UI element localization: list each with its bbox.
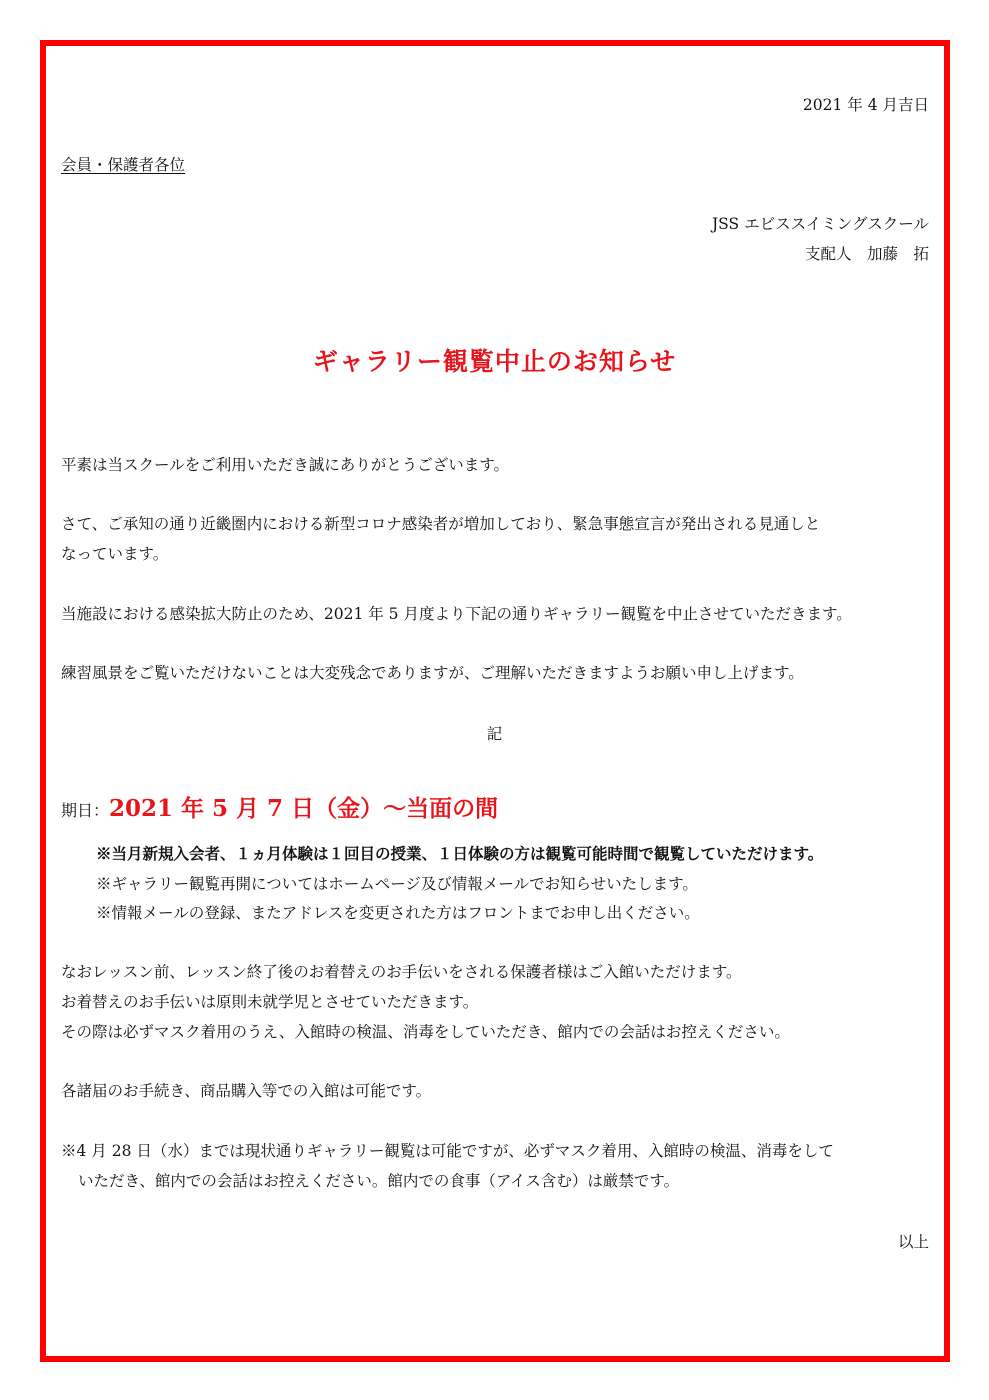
extra-mask-rules: その際は必ずマスク着用のうえ、入館時の検温、消毒をしていただき、館内での会話はお控えください。	[61, 1023, 790, 1041]
extra-until-april-line-2: いただき、館内での会話はお控えください。館内での食事（アイス含む）は厳禁です。	[78, 1172, 680, 1190]
addressee: 会員・保護者各位	[61, 156, 186, 174]
note-new-members: ※当月新規入会者、１ヵ月体験は１回目の授業、１日体験の方は観覧可能時間で観覧していただけます。	[96, 844, 824, 863]
period-value: 2021 年 5 月 7 日（金）～当面の間	[109, 795, 499, 822]
note-reopening: ※ギャラリー観覧再開についてはホームページ及び情報メールでお知らせいたします。	[96, 875, 698, 893]
ki-marker: 記	[486, 725, 503, 743]
document-date: 2021 年 4 月吉日	[802, 96, 929, 114]
sender-person: 支配人 加藤 拓	[804, 245, 929, 263]
sender-organization: JSS エビススイミングスクール	[711, 215, 929, 233]
period-label: 期日：	[61, 801, 110, 820]
greeting-paragraph: 平素は当スクールをご利用いただき誠にありがとうございます。	[61, 456, 509, 474]
extra-until-april-line-1: ※4 月 28 日（水）までは現状通りギャラリー観覧は可能ですが、必ずマスク着用、入館時の検温、消毒をして	[61, 1142, 834, 1160]
apology-paragraph: 練習風景をご覧いただけないことは大変残念でありますが、ご理解いただきますようお願い申し上げます。	[61, 664, 804, 682]
suspension-paragraph: 当施設における感染拡大防止のため、2021 年 5 月度より下記の通りギャラリー観覧を中止させていただきます。	[61, 605, 852, 623]
closing-mark: 以上	[897, 1233, 929, 1251]
period-row	[61, 794, 498, 826]
note-email-registration: ※情報メールの登録、またアドレスを変更された方はフロントまでお申し出ください。	[96, 904, 700, 922]
situation-paragraph-line-2: なっています。	[61, 545, 169, 563]
extra-procedures: 各諸届のお手続き、商品購入等での入館は可能です。	[61, 1082, 432, 1100]
page-title: ギャラリー観覧中止のお知らせ	[312, 347, 677, 376]
extra-changing-help: なおレッスン前、レッスン終了後のお着替えのお手伝いをされる保護者様はご入館いただけます。	[61, 963, 742, 981]
extra-preschool: お着替えのお手伝いは原則未就学児とさせていただきます。	[61, 993, 479, 1011]
red-border-frame	[40, 40, 950, 1362]
situation-paragraph-line-1: さて、ご承知の通り近畿圏内における新型コロナ感染者が増加しており、緊急事態宣言が発出される見通しと	[61, 515, 821, 533]
